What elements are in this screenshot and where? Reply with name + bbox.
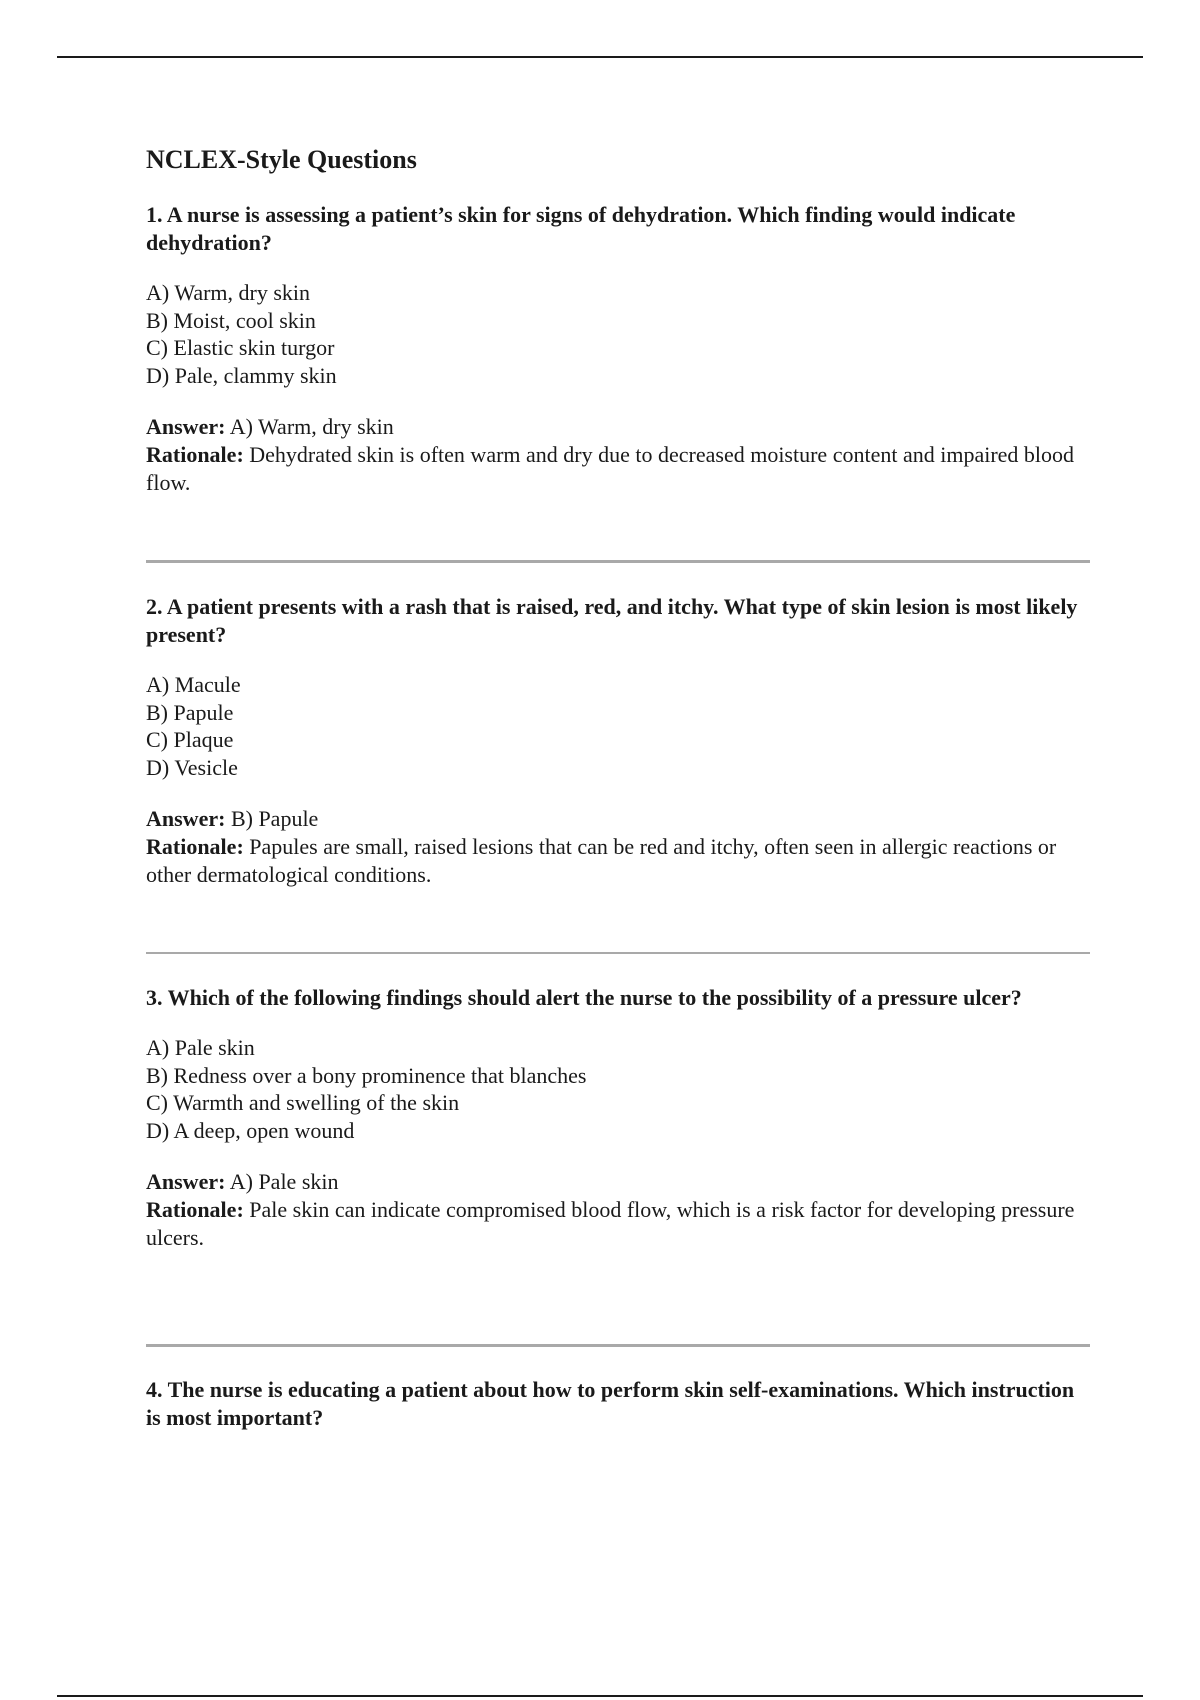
answer-line [146, 805, 1094, 833]
option-b: B) Redness over a bony prominence that blanches [146, 1062, 587, 1088]
option-a: A) Pale skin [146, 1035, 255, 1060]
option-c: C) Plaque [146, 727, 234, 752]
document-body [146, 142, 1094, 1430]
rationale-text: Papules are small, raised lesions that can be red and itchy, often seen in allergic reactions or other dermatological conditions. [146, 834, 1057, 887]
option-a: A) Macule [146, 672, 241, 697]
rationale-text: Pale skin can indicate compromised blood flow, which is a risk factor for developing pressure ulcers. [146, 1197, 1075, 1250]
answer-line [146, 413, 1094, 441]
option-d: D) A deep, open wound [146, 1117, 355, 1143]
page-bottom-rule [57, 1695, 1143, 1697]
answer-label: Answer: [146, 1169, 226, 1194]
rationale-line [146, 833, 1094, 889]
question-divider [146, 1344, 1090, 1347]
option-b: B) Papule [146, 699, 234, 725]
page-top-rule [57, 56, 1143, 58]
answer-line [146, 1168, 1094, 1196]
question-prompt: 4. The nurse is educating a patient about how to perform skin self-examinations. Which instruction is most important? [146, 1377, 1075, 1430]
answer-options [146, 671, 1094, 781]
rationale-text: Dehydrated skin is often warm and dry due to decreased moisture content and impaired blood flow. [146, 442, 1075, 495]
option-d: D) Vesicle [146, 754, 238, 780]
question-4 [146, 1376, 1094, 1432]
rationale-line [146, 441, 1094, 497]
rationale-label: Rationale: [146, 1197, 244, 1222]
question-2 [146, 593, 1094, 889]
answer-options [146, 1034, 1094, 1144]
answer-block [146, 1168, 1094, 1252]
answer-value: A) Warm, dry skin [229, 414, 394, 439]
answer-value: A) Pale skin [229, 1169, 339, 1194]
question-3 [146, 984, 1094, 1252]
document-title: NCLEX-Style Questions [146, 145, 417, 174]
answer-label: Answer: [146, 806, 226, 831]
option-a: A) Warm, dry skin [146, 280, 311, 305]
question-prompt: 2. A patient presents with a rash that is raised, red, and itchy. What type of skin lesion is most likely present? [146, 594, 1078, 647]
answer-value: B) Papule [230, 806, 319, 831]
question-prompt: 3. Which of the following findings should alert the nurse to the possibility of a pressure ulcer? [146, 985, 1022, 1010]
question-divider [146, 952, 1090, 954]
question-prompt: 1. A nurse is assessing a patient’s skin for signs of dehydration. Which finding would indicate dehydration? [146, 202, 1016, 255]
option-d: D) Pale, clammy skin [146, 362, 337, 388]
answer-block [146, 413, 1094, 497]
option-c: C) Warmth and swelling of the skin [146, 1090, 460, 1115]
rationale-line [146, 1196, 1094, 1252]
option-b: B) Moist, cool skin [146, 307, 316, 333]
answer-label: Answer: [146, 414, 226, 439]
rationale-label: Rationale: [146, 834, 244, 859]
question-divider [146, 560, 1090, 563]
question-1 [146, 201, 1094, 497]
answer-options [146, 279, 1094, 389]
option-c: C) Elastic skin turgor [146, 335, 335, 360]
rationale-label: Rationale: [146, 442, 244, 467]
answer-block [146, 805, 1094, 889]
